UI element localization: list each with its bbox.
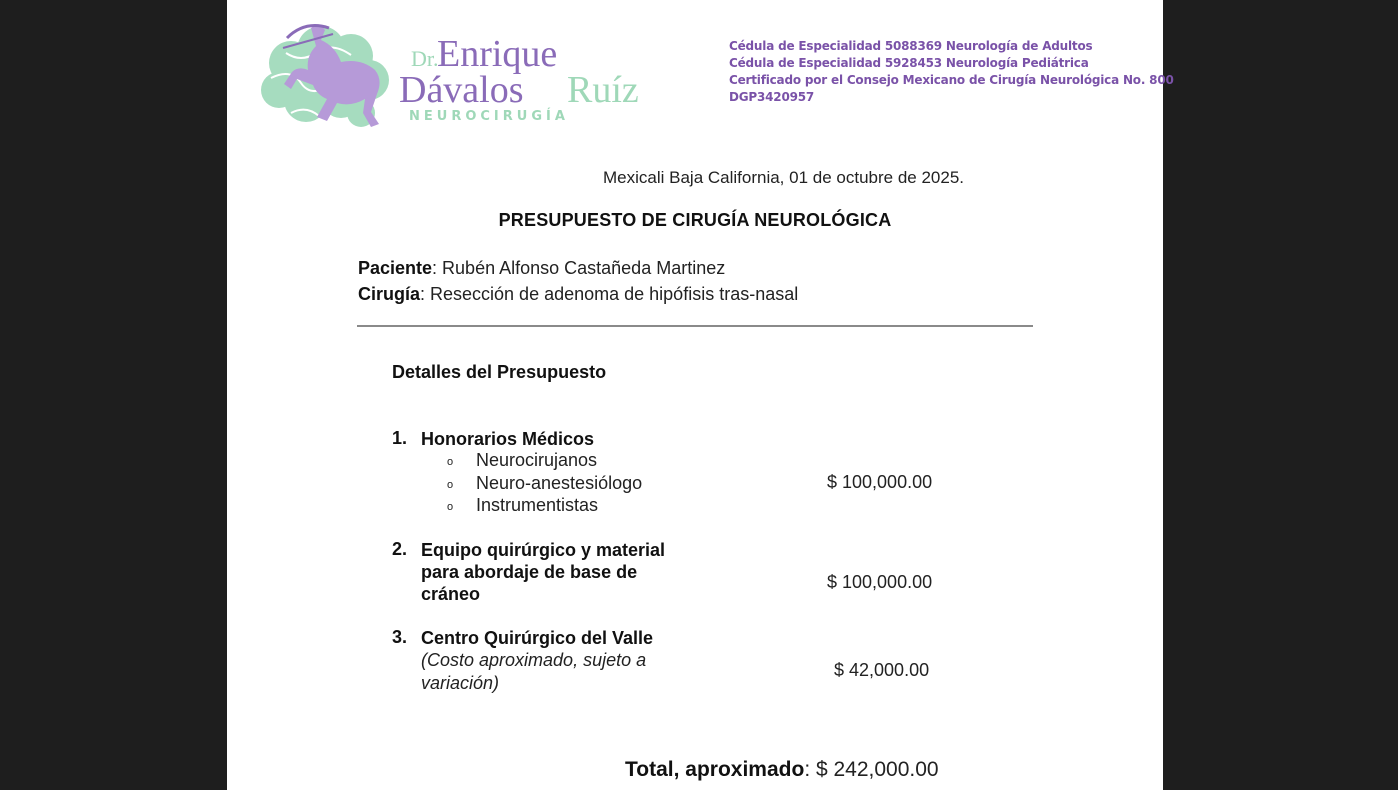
subitem: Neuro-anestesiólogo: [476, 473, 643, 493]
credential-line: Certificado por el Consejo Mexicano de Cirugía Neurológica No. 800: [729, 73, 1174, 87]
item-number: 1.: [392, 428, 408, 448]
bullet-icon: o: [447, 479, 454, 491]
logo-last-name-1: Dávalos: [399, 69, 524, 111]
item-amount: $ 42,000.00: [834, 660, 930, 680]
logo-first-name: Enrique: [437, 33, 558, 75]
logo-last-name-2: Ruíz: [567, 69, 639, 111]
surgery-line: [358, 284, 798, 305]
document-page: [227, 0, 1174, 790]
patient-label: Paciente: [358, 258, 433, 278]
bullet-icon: o: [447, 501, 454, 513]
item-amount: $ 100,000.00: [827, 572, 933, 592]
item-title: Honorarios Médicos: [421, 429, 595, 449]
item-amount: $ 100,000.00: [827, 472, 933, 492]
credential-line: Cédula de Especialidad 5928453 Neurología Pediátrica: [729, 56, 1089, 70]
total-line: [625, 758, 939, 782]
total-label: Total, aproximado: [625, 758, 805, 781]
total-value: : $ 242,000.00: [804, 758, 939, 781]
svg-text:Dr.: Dr.: [411, 46, 439, 71]
item-note: (Costo aproximado, sujeto a: [421, 650, 647, 670]
divider: [357, 325, 1033, 327]
item-title: Centro Quirúrgico del Valle: [421, 628, 654, 648]
brain-centaur-icon: [261, 25, 389, 127]
city-date: Mexicali Baja California, 01 de octubre de 2025.: [603, 168, 964, 187]
item-number: 2.: [392, 539, 408, 559]
document-title: PRESUPUESTO DE CIRUGÍA NEUROLÓGICA: [498, 210, 892, 230]
subitem: Neurocirujanos: [476, 450, 598, 470]
item-title: Equipo quirúrgico y material: [421, 540, 666, 560]
patient-value: : Rubén Alfonso Castañeda Martinez: [432, 258, 726, 278]
surgery-label: Cirugía: [358, 284, 421, 304]
credentials-block: [729, 38, 1174, 106]
logo: [251, 18, 639, 136]
item-number: 3.: [392, 627, 408, 647]
section-heading: Detalles del Presupuesto: [392, 362, 607, 382]
item-title: para abordaje de base de: [421, 562, 638, 582]
item-title: cráneo: [421, 584, 481, 604]
credential-line: DGP3420957: [729, 90, 815, 104]
patient-line: [358, 258, 725, 279]
surgery-value: : Resección de adenoma de hipófisis tras-nasal: [420, 284, 799, 304]
credential-line: Cédula de Especialidad 5088369 Neurología de Adultos: [729, 39, 1093, 53]
subitem: Instrumentistas: [476, 495, 599, 515]
bullet-icon: o: [447, 456, 454, 468]
logo-specialty: NEUROCIRUGÍA: [409, 109, 569, 124]
item-note: variación): [421, 673, 500, 693]
